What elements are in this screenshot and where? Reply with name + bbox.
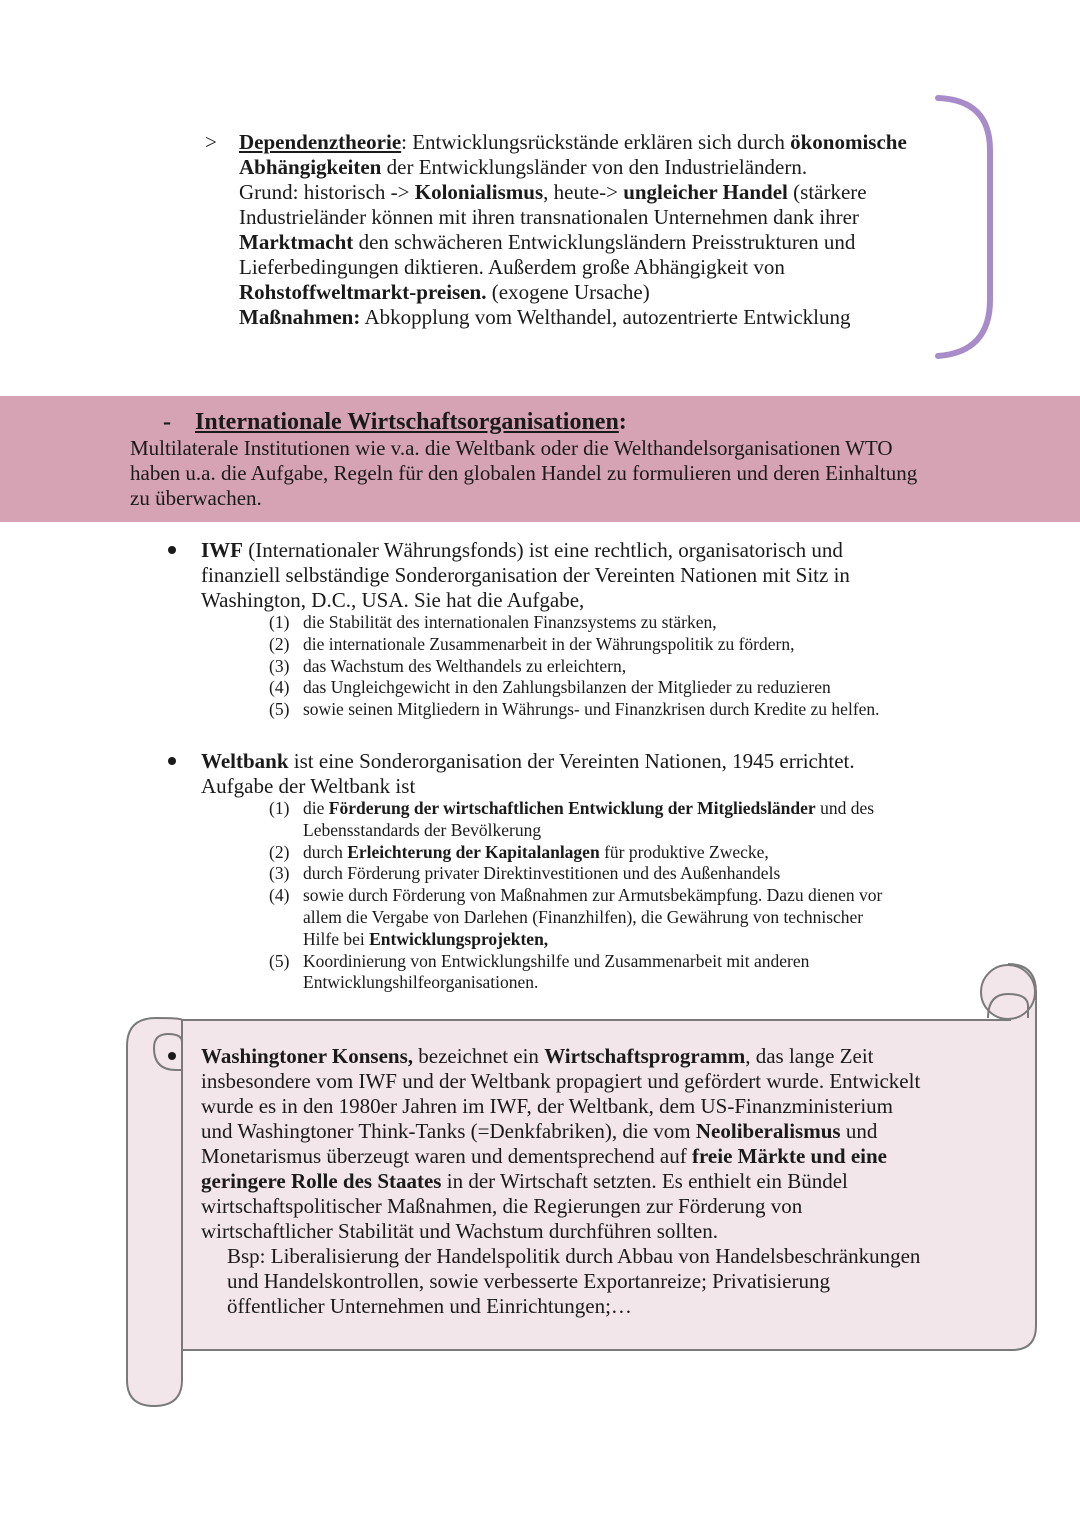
list-item: (3) durch Förderung privater Direktinvestitionen und des Außenhandels	[269, 863, 781, 884]
weltbank-paragraph: Weltbank ist eine Sonderorganisation der Vereinten Nationen, 1945 errichtet. Aufgabe der Weltbank ist	[201, 749, 855, 798]
dependenztheorie-paragraph: Dependenztheorie: Entwicklungsrückstände erklären sich durch ökonomische Abhängigkeiten der Entwicklungsländer von den Industrieländern. Grund: historisch -> Kolonialismus, heute-> ungleicher Handel (stärkere Industrieländer können mit ihren transnationalen Unternehmen dank ihrer Marktmacht den schwächeren Entwicklungsländern Preisstrukturen und Lieferbedingungen diktieren. Außerdem große Abhängigkeit von Rohstoffweltmarkt-preisen. (exogene Ursache) Maßnahmen: Abkopplung vom Welthandel, autozentrierte Entwicklung	[239, 130, 907, 329]
section-heading: - Internationale Wirtschaftsorganisationen:	[163, 409, 627, 435]
list-item: (2) die internationale Zusammenarbeit in der Währungspolitik zu fördern,	[269, 633, 795, 654]
list-item: (1) die Stabilität des internationalen Finanzsystems zu stärken,	[269, 612, 717, 632]
list-marker: >	[205, 130, 217, 154]
list-item: (4) sowie durch Förderung von Maßnahmen zur Armutsbekämpfung. Dazu dienen vor allem die Vergabe von Darlehen (Finanzhilfen), die Gewährung von technischer Hilfe bei Entwicklungsprojekten,	[269, 885, 883, 949]
list-item: (4) das Ungleichgewicht in den Zahlungsbilanzen der Mitglieder zu reduzieren	[269, 677, 831, 698]
list-item: (2) durch Erleichterung der Kapitalanlagen für produktive Zwecke,	[269, 841, 769, 862]
list-item: (3) das Wachstum des Welthandels zu erleichtern,	[269, 655, 627, 676]
list-item: (1) die Förderung der wirtschaftlichen Entwicklung der Mitgliedsländer und des Lebensstandards der Bevölkerung	[269, 798, 875, 840]
section-intro-text: Multilaterale Institutionen wie v.a. die Weltbank oder die Welthandelsorganisationen WTO haben u.a. die Aufgabe, Regeln für den globalen Handel zu formulieren und deren Einhaltung zu überwachen.	[130, 436, 918, 510]
washingtoner-konsens-paragraph: Washingtoner Konsens, bezeichnet ein Wirtschaftsprogramm, das lange Zeit insbesondere vom IWF und der Weltbank propagiert und gefördert wurde. Entwickelt wurde es in den 1980er Jahren im IWF, der Weltbank, dem US-Finanzministerium und Washingtoner Think-Tanks (=Denkfabriken), die vom Neoliberalismus und Monetarismus überzeugt waren und dementsprechend auf freie Märkte und eine geringere Rolle des Staates in der Wirtschaft setzten. Es enthielt ein Bündel wirtschaftspolitischer Maßnahmen, die Regierungen zur Förderung von wirtschaftlicher Stabilität und Wachstum durchführen sollten.	[201, 1044, 921, 1243]
iwf-paragraph: IWF (Internationaler Währungsfonds) ist eine rechtlich, organisatorisch und finanziell selbständige Sonderorganisation der Vereinten Nationen mit Sitz in Washington, D.C., USA. Sie hat die Aufgabe,	[201, 538, 850, 612]
list-item: (5) Koordinierung von Entwicklungshilfe und Zusammenarbeit mit anderen Entwicklungshilfeorganisationen.	[269, 950, 810, 993]
dependenz-title: Dependenztheorie	[239, 130, 402, 154]
example-paragraph: Bsp: Liberalisierung der Handelspolitik durch Abbau von Handelsbeschränkungen und Handelskontrollen, sowie verbesserte Exportanreize; Privatisierung öffentlicher Unternehmen und Einrichtungen;…	[227, 1244, 921, 1318]
bullet-dot	[168, 1052, 176, 1060]
list-item: (5) sowie seinen Mitgliedern in Währungs- und Finanzkrisen durch Kredite zu helfen.	[269, 699, 880, 720]
